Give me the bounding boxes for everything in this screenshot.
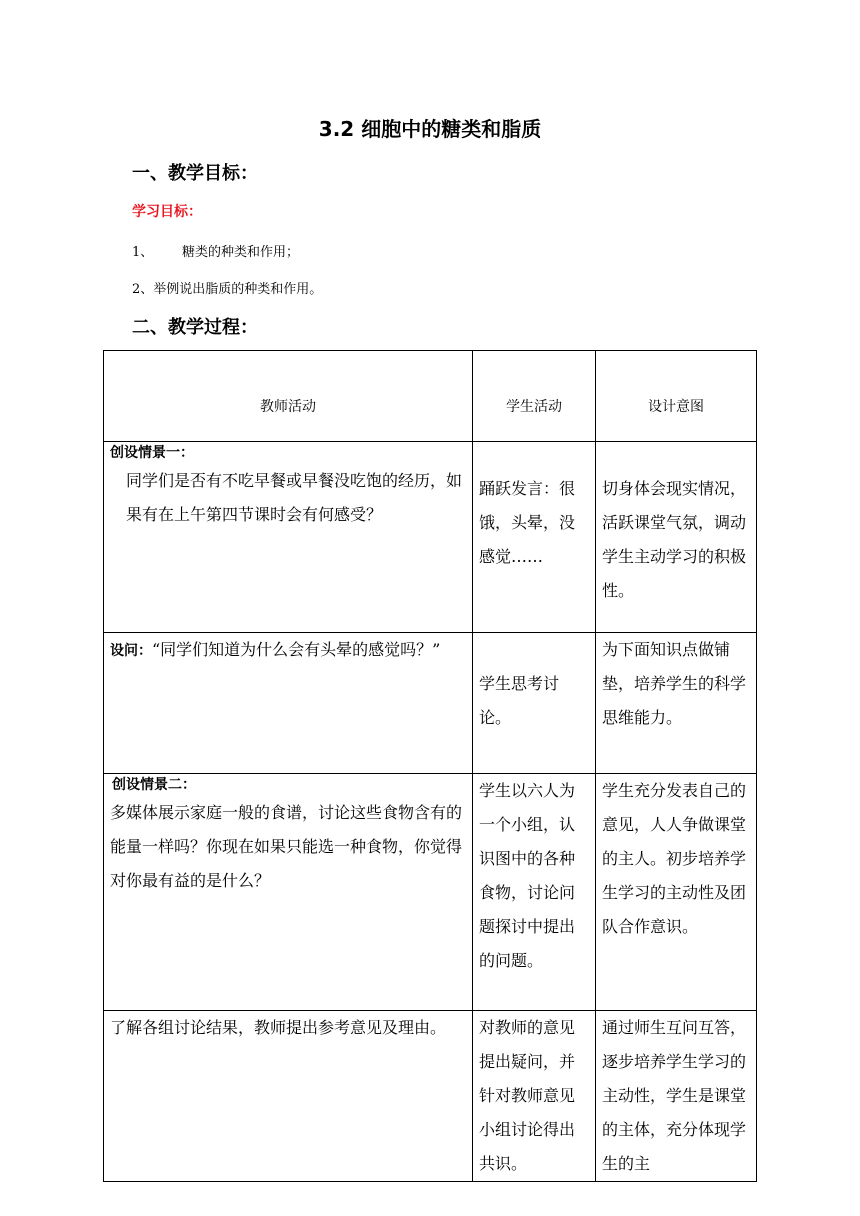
teacher-text: 了解各组讨论结果，教师提出参考意见及理由。 bbox=[110, 1018, 447, 1037]
header-design-intent: 设计意图 bbox=[596, 351, 757, 442]
goal-number: 1、 bbox=[132, 245, 154, 260]
table-header-row bbox=[104, 351, 757, 442]
teacher-cell bbox=[104, 1011, 473, 1182]
row-label: 设问： bbox=[110, 643, 152, 659]
goal-item-1 bbox=[132, 244, 299, 262]
table-row bbox=[104, 633, 757, 774]
student-text: 对教师的意见提出疑问，并针对教师意见小组讨论得出共识。 bbox=[479, 1018, 576, 1173]
student-text: 学生思考讨论。 bbox=[479, 674, 560, 727]
header-student-activity: 学生活动 bbox=[473, 351, 596, 442]
intent-cell bbox=[596, 774, 757, 1011]
teaching-process-table bbox=[103, 350, 757, 1182]
intent-text: 通过师生互问互答，逐步培养学生学习的主动性，学生是课堂的主体，充分体现学生的主 bbox=[602, 1018, 747, 1173]
intent-text: 切身体会现实情况，活跃课堂气氛，调动学生主动学习的积极性。 bbox=[602, 479, 747, 600]
row-label: 创设情景二： bbox=[112, 777, 196, 793]
section-heading-process: 二、教学过程： bbox=[132, 317, 258, 338]
teacher-text: 多媒体展示家庭一般的食谱，讨论这些食物含有的能量一样吗？你现在如果只能选一种食物，你觉得对你最有益的是什么？ bbox=[110, 803, 463, 890]
student-cell bbox=[473, 1011, 596, 1182]
student-text: 学生以六人为一个小组，认识图中的各种食物，讨论问题探讨中提出的问题。 bbox=[479, 781, 576, 970]
row-label: 创设情景一： bbox=[110, 445, 194, 461]
student-cell bbox=[473, 633, 596, 774]
page-title: 3.2 细胞中的糖类和脂质 bbox=[318, 117, 542, 141]
goal-text: 2、举例说出脂质的种类和作用。 bbox=[132, 282, 323, 297]
intent-cell bbox=[596, 633, 757, 774]
learning-objectives-label: 学习目标： bbox=[132, 204, 202, 220]
header-teacher-activity: 教师活动 bbox=[104, 351, 473, 442]
goal-text: 糖类的种类和作用； bbox=[182, 245, 300, 260]
intent-cell bbox=[596, 1011, 757, 1182]
teacher-cell bbox=[104, 442, 473, 633]
student-cell bbox=[473, 774, 596, 1011]
intent-text: 为下面知识点做铺垫，培养学生的科学思维能力。 bbox=[602, 640, 747, 727]
section-heading-objectives: 一、教学目标： bbox=[132, 163, 258, 184]
intent-text: 学生充分发表自己的意见，人人争做课堂的主人。初步培养学生学习的主动性及团队合作意识。 bbox=[602, 781, 747, 936]
teacher-text: “同学们知道为什么会有头晕的感觉吗？” bbox=[152, 640, 441, 659]
table-row bbox=[104, 774, 757, 1011]
teacher-text: 同学们是否有不吃早餐或早餐没吃饱的经历，如果有在上午第四节课时会有何感受？ bbox=[126, 471, 463, 524]
intent-cell bbox=[596, 442, 757, 633]
table-row bbox=[104, 1011, 757, 1182]
teacher-cell bbox=[104, 633, 473, 774]
table-row bbox=[104, 442, 757, 633]
student-text: 踊跃发言：很饿，头晕，没感觉…… bbox=[479, 479, 576, 566]
teacher-cell bbox=[104, 774, 473, 1011]
goal-item-2 bbox=[132, 281, 322, 299]
student-cell bbox=[473, 442, 596, 633]
